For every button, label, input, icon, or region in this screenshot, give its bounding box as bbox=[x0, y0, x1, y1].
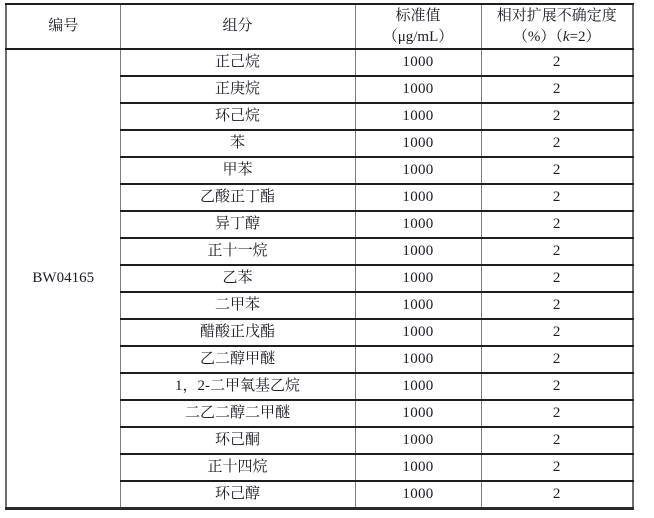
uncertainty-cell: 2 bbox=[481, 373, 633, 400]
standard-value-cell: 1000 bbox=[355, 373, 481, 400]
standard-value-cell: 1000 bbox=[355, 184, 481, 211]
component-cell: 环己酮 bbox=[120, 427, 355, 454]
uncertainty-cell: 2 bbox=[481, 211, 633, 238]
component-cell: 乙二醇甲醚 bbox=[120, 346, 355, 373]
standard-value-cell: 1000 bbox=[355, 400, 481, 427]
header-uncertainty bbox=[481, 4, 633, 49]
uncertainty-cell: 2 bbox=[481, 265, 633, 292]
standard-value-cell: 1000 bbox=[355, 481, 481, 508]
standard-value-cell: 1000 bbox=[355, 319, 481, 346]
component-cell: 苯 bbox=[120, 130, 355, 157]
header-standard-value-line1: 标准值 bbox=[395, 7, 441, 24]
uncertainty-cell: 2 bbox=[481, 481, 633, 508]
component-cell: 乙苯 bbox=[120, 265, 355, 292]
table-row bbox=[6, 49, 633, 76]
component-cell: 环己烷 bbox=[120, 103, 355, 130]
uncertainty-cell: 2 bbox=[481, 427, 633, 454]
standard-value-cell: 1000 bbox=[355, 103, 481, 130]
standard-value-cell: 1000 bbox=[355, 346, 481, 373]
header-uncertainty-line2 bbox=[482, 27, 633, 48]
standard-value-cell: 1000 bbox=[355, 157, 481, 184]
standard-value-cell: 1000 bbox=[355, 454, 481, 481]
standard-value-cell: 1000 bbox=[355, 130, 481, 157]
header-row bbox=[6, 4, 633, 49]
sample-id-cell: BW04165 bbox=[6, 49, 120, 508]
table-header bbox=[6, 4, 633, 49]
header-standard-value-line2: （μg/mL） bbox=[382, 28, 454, 45]
table-body bbox=[6, 49, 633, 508]
uncertainty-cell: 2 bbox=[481, 130, 633, 157]
component-cell: 环己醇 bbox=[120, 481, 355, 508]
component-cell: 二甲苯 bbox=[120, 292, 355, 319]
component-cell: 醋酸正戊酯 bbox=[120, 319, 355, 346]
header-uncertainty-line1: 相对扩展不确定度 bbox=[496, 7, 617, 24]
uncertainty-cell: 2 bbox=[481, 76, 633, 103]
header-id: 编号 bbox=[6, 4, 120, 49]
uncertainty-cell: 2 bbox=[481, 103, 633, 130]
standard-value-cell: 1000 bbox=[355, 265, 481, 292]
component-cell: 正己烷 bbox=[120, 49, 355, 76]
component-cell: 正十一烷 bbox=[120, 238, 355, 265]
uncertainty-cell: 2 bbox=[481, 157, 633, 184]
uncertainty-cell: 2 bbox=[481, 454, 633, 481]
uncertainty-cell: 2 bbox=[481, 292, 633, 319]
component-cell: 乙酸正丁酯 bbox=[120, 184, 355, 211]
header-standard-value bbox=[355, 4, 481, 49]
component-cell: 正十四烷 bbox=[120, 454, 355, 481]
uncertainty-cell: 2 bbox=[481, 184, 633, 211]
uncertainty-cell: 2 bbox=[481, 319, 633, 346]
component-cell: 1，2-二甲氧基乙烷 bbox=[120, 373, 355, 400]
standard-value-cell: 1000 bbox=[355, 49, 481, 76]
standard-value-cell: 1000 bbox=[355, 211, 481, 238]
reference-material-table bbox=[5, 3, 634, 510]
component-cell: 异丁醇 bbox=[120, 211, 355, 238]
uncertainty-k-symbol: k bbox=[562, 28, 570, 45]
uncertainty-unit-suffix: =2） bbox=[569, 28, 601, 45]
standard-value-cell: 1000 bbox=[355, 76, 481, 103]
uncertainty-cell: 2 bbox=[481, 400, 633, 427]
component-cell: 甲苯 bbox=[120, 157, 355, 184]
component-cell: 正庚烷 bbox=[120, 76, 355, 103]
standard-value-cell: 1000 bbox=[355, 292, 481, 319]
uncertainty-cell: 2 bbox=[481, 346, 633, 373]
standard-value-cell: 1000 bbox=[355, 238, 481, 265]
uncertainty-cell: 2 bbox=[481, 238, 633, 265]
component-cell: 二乙二醇二甲醚 bbox=[120, 400, 355, 427]
uncertainty-cell: 2 bbox=[481, 49, 633, 76]
standard-value-cell: 1000 bbox=[355, 427, 481, 454]
header-component: 组分 bbox=[120, 4, 355, 49]
uncertainty-unit-prefix: （%）（ bbox=[512, 28, 563, 45]
